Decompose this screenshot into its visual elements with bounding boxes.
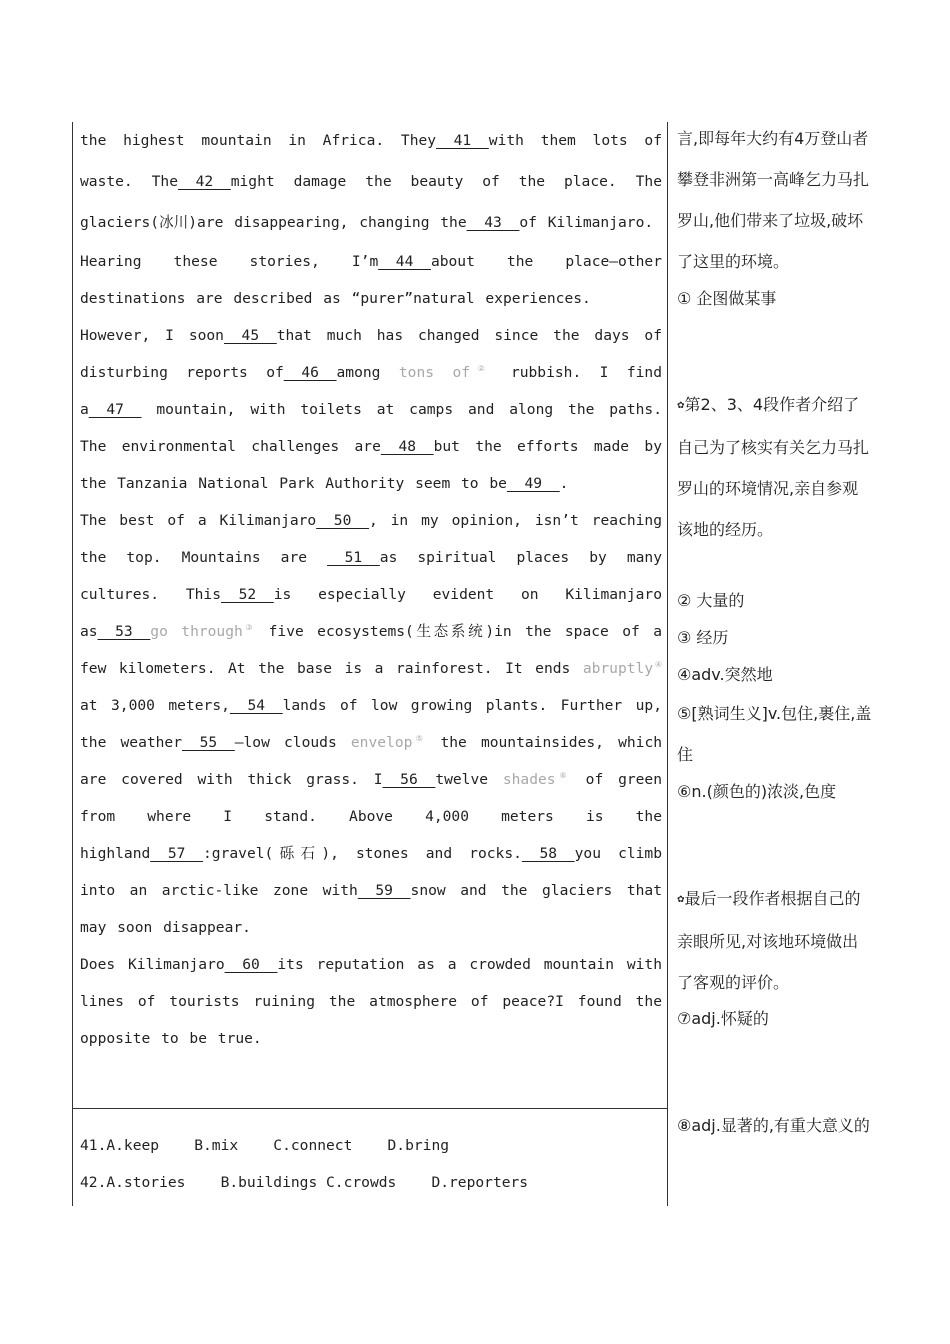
blank-56[interactable]: __56__ (382, 771, 436, 788)
note-gloss-8: ⑧adj.显著的,有重大意义的 (677, 1116, 870, 1135)
options-question-41: 41.A.keep B.mix C.connect D.bring (80, 1137, 450, 1154)
blank-60[interactable]: __60__ (224, 956, 278, 973)
blank-43[interactable]: __43__ (466, 214, 520, 231)
paragraph-5: However, I soon__45__that much has changed since the days of disturbing reports of__46__among tons of② rubbish. I find a__47__ mountain, with toilets at camps and along the paths. The environmental challenges are__48__but the efforts made by the Tanzania National Park Authority seem to be__49__. (80, 327, 663, 492)
note-gloss-2: ② 大量的 (677, 591, 745, 610)
glossed-term-envelop: envelop (350, 734, 413, 751)
note-gloss-5: ⑤[熟词生义]v.包住,裹住,盖住 (677, 704, 872, 764)
blank-44[interactable]: __44__ (378, 253, 431, 270)
blank-48[interactable]: __48__ (380, 438, 434, 455)
answer-options (80, 1127, 662, 1201)
blank-53[interactable]: __53__ (97, 623, 151, 640)
blank-46[interactable]: __46__ (283, 364, 337, 381)
glossed-term-shades: shades (502, 771, 556, 788)
flower-bullet-icon: ✿ (677, 895, 685, 905)
note-gloss-6: ⑥n.(颜色的)浓淡,色度 (677, 782, 837, 801)
paragraph-7: Does Kilimanjaro__60__its reputation as a crowded mountain with lines of tourists ruining the atmosphere of peace?I found the opposite to be true. (80, 956, 662, 1047)
note-summary-last-paragraph: ✿最后一段作者根据自己的亲眼所见,对该地环境做出了客观的评价。 (677, 889, 861, 992)
flower-bullet-icon: ✿ (677, 401, 685, 411)
blank-52[interactable]: __52__ (221, 586, 274, 603)
note-gloss-3: ③ 经历 (677, 628, 729, 647)
paragraph-6: The best of a Kilimanjaro__50__, in my opinion, isn’t reaching the top. Mountains are __51__as spiritual places by many cultures. This__52__is especially evident on Kilimanjaro as__53__go through③ five ecosystems(生态系统)in the space of a few kilometers. At the base is a rainforest. It ends abruptly④ at 3,000 meters,__54__lands of low growing plants. Further up, the weather__55__—low clouds envelop⑤ the mountainsides, which are covered with thick grass. I__56__twelve shades⑥ of green from where I stand. Above 4,000 meters is the highland__57__:gravel(砾石), stones and rocks.__58__you climb into an arctic-like zone with__59__snow and the glaciers that may soon disappear. (80, 512, 663, 936)
blank-41[interactable]: __41__ (436, 132, 489, 149)
blank-42[interactable]: __42__ (178, 173, 231, 190)
blank-59[interactable]: __59__ (357, 882, 411, 899)
blank-57[interactable]: __57__ (150, 845, 204, 862)
paragraph-4: Hearing these stories, I’m__44__about the place—other destinations are described as “purer”natural experiences. (80, 253, 662, 307)
blank-45[interactable]: __45__ (223, 327, 277, 344)
options-separator-line (72, 1108, 667, 1109)
glossed-term-go-through: go through (150, 623, 243, 640)
left-border-line (72, 122, 73, 1206)
note-summary-paragraph-1: 言,即每年大约有4万登山者攀登非洲第一高峰乞力马扎罗山,他们带来了垃圾,破坏了这里的环境。 (677, 129, 870, 271)
blank-49[interactable]: __49__ (506, 475, 560, 492)
note-summary-paragraphs-2-4: ✿第2、3、4段作者介绍了自己为了核实有关乞力马扎罗山的环境情况,亲自参观该地的经历。 (677, 395, 870, 539)
note-gloss-4: ④adv.突然地 (677, 665, 773, 684)
column-divider-line (667, 122, 668, 1206)
glossed-term-tons-of: tons of (398, 364, 471, 381)
blank-47[interactable]: __47__ (88, 401, 142, 418)
options-question-42: 42.A.stories B.buildings C.crowds D.reporters (80, 1174, 529, 1191)
glossed-term-abruptly: abruptly (582, 660, 654, 677)
blank-51[interactable]: __51__ (327, 549, 380, 566)
blank-54[interactable]: __54__ (229, 697, 283, 714)
note-gloss-1: ① 企图做某事 (677, 289, 777, 308)
passage-text (80, 120, 662, 1057)
paragraph-3-end: the highest mountain in Africa. They__41__with them lots of waste. The__42__might damage the beauty of the place. The glaciers(冰川)are disappearing, changing the__43__of Kilimanjaro. (80, 132, 662, 231)
blank-50[interactable]: __50__ (316, 512, 369, 529)
blank-58[interactable]: __58__ (521, 845, 575, 862)
blank-55[interactable]: __55__ (182, 734, 235, 751)
note-gloss-7: ⑦adj.怀疑的 (677, 1009, 769, 1028)
